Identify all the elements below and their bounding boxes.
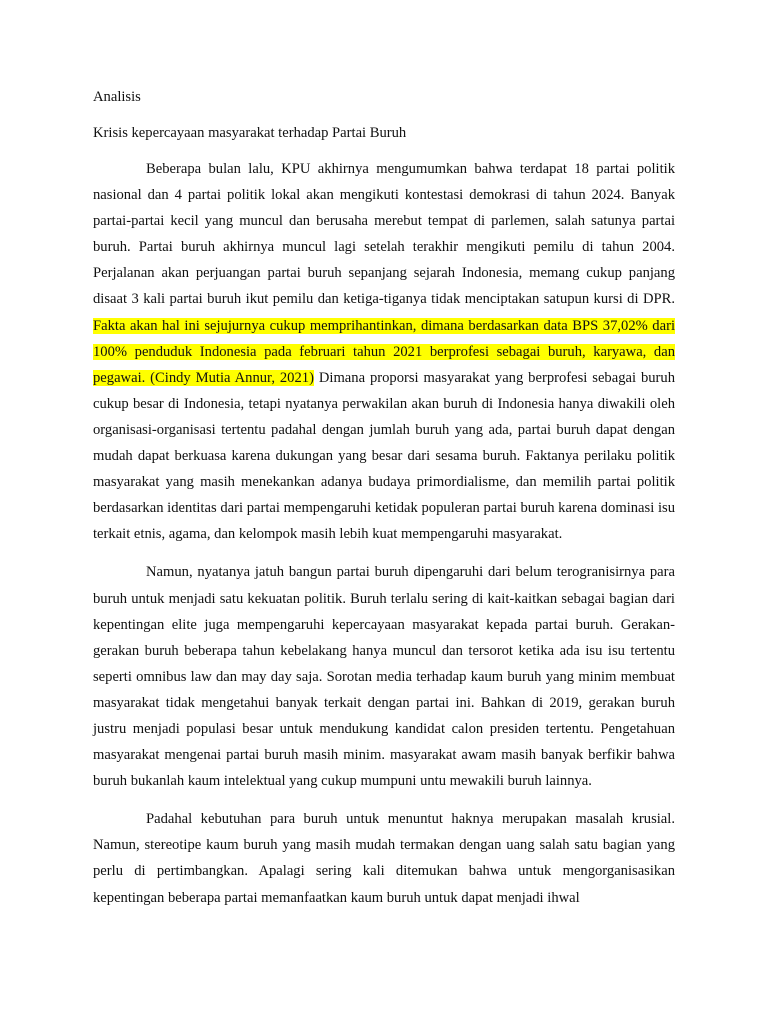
- paragraph-3: Padahal kebutuhan para buruh untuk menuntut haknya merupakan masalah krusial. Namun, stereotipe kaum buruh yang masih mudah termakan dengan uang salah satu bagian yang perlu di pertimbangkan. Apalagi sering kali ditemukan bahwa untuk mengorganisasikan kepentingan beberapa partai memanfaatkan kaum buruh untuk dapat menjadi ihwal: [93, 811, 675, 906]
- paragraph-1-text-after: Dimana proporsi masyarakat yang berprofesi sebagai buruh cukup besar di Indonesia, tetapi nyatanya perwakilan akan buruh di Indonesia hanya diwakili oleh organisasi-organisasi tertentu padahal dengan jumlah buruh yang ada, partai buruh dapat dengan mudah dapat berkuasa karena dukungan yang besar dari sesama buruh. Faktanya perilaku politik masyarakat yang masih menekankan adanya budaya primordialisme, dan memilih partai politik berdasarkan identitas dari partai mempengaruhi ketidak populeran partai buruh karena dominasi isu terkait etnis, agama, dan kelompok masih lebih kuat mempengaruhi masyarakat.: [93, 369, 675, 543]
- paragraph-1: [93, 156, 675, 547]
- document-page: [93, 84, 675, 921]
- document-subheading: Krisis kepercayaan masyarakat terhadap Partai Buruh: [93, 125, 407, 141]
- paragraph-1-text-before: Beberapa bulan lalu, KPU akhirnya mengumumkan bahwa terdapat 18 partai politik nasional dan 4 partai politik lokal akan mengikuti kontestasi demokrasi di tahun 2024. Banyak partai-partai kecil yang muncul dan berusaha merebut tempat di parlemen, salah satunya partai buruh. Partai buruh akhirnya muncul lagi setelah terakhir mengikuti pemilu di tahun 2004. Perjalanan akan perjuangan partai buruh sepanjang sejarah Indonesia, memang cukup panjang disaat 3 kali partai buruh ikut pemilu dan ketiga-tiganya tidak menciptakan satupun kursi di DPR.: [93, 161, 675, 308]
- document-heading: Analisis: [93, 89, 141, 105]
- highlighted-citation: Fakta akan hal ini sejujurnya cukup memprihantinkan, dimana berdasarkan data BPS 37,02% dari 100% penduduk Indonesia pada februari tahun 2021 berprofesi sebagai buruh, karyawa, dan pegawai. (Cindy Mutia Annur, 2021): [93, 317, 675, 386]
- paragraph-2: Namun, nyatanya jatuh bangun partai buruh dipengaruhi dari belum terogranisirnya para buruh untuk menjadi satu kekuatan politik. Buruh terlalu sering di kait-kaitkan sebagai bagian dari kepentingan elite juga mempengaruhi kepercayaan masyarakat kepada partai buruh. Gerakan-gerakan buruh beberapa tahun kebelakang hanya muncul dan tersorot ketika ada isu isu tertentu seperti omnibus law dan may day saja. Sorotan media terhadap kaum buruh yang minim membuat masyarakat tidak mengetahui banyak terkait dengan partai ini. Bahkan di 2019, gerakan buruh justru menjadi populasi besar untuk mendukung kandidat calon presiden tertentu. Pengetahuan masyarakat mengenai partai buruh masih minim. masyarakat awam masih banyak berfikir bahwa buruh bukanlah kaum intelektual yang cukup mumpuni untu mewakili buruh lainnya.: [93, 564, 675, 790]
